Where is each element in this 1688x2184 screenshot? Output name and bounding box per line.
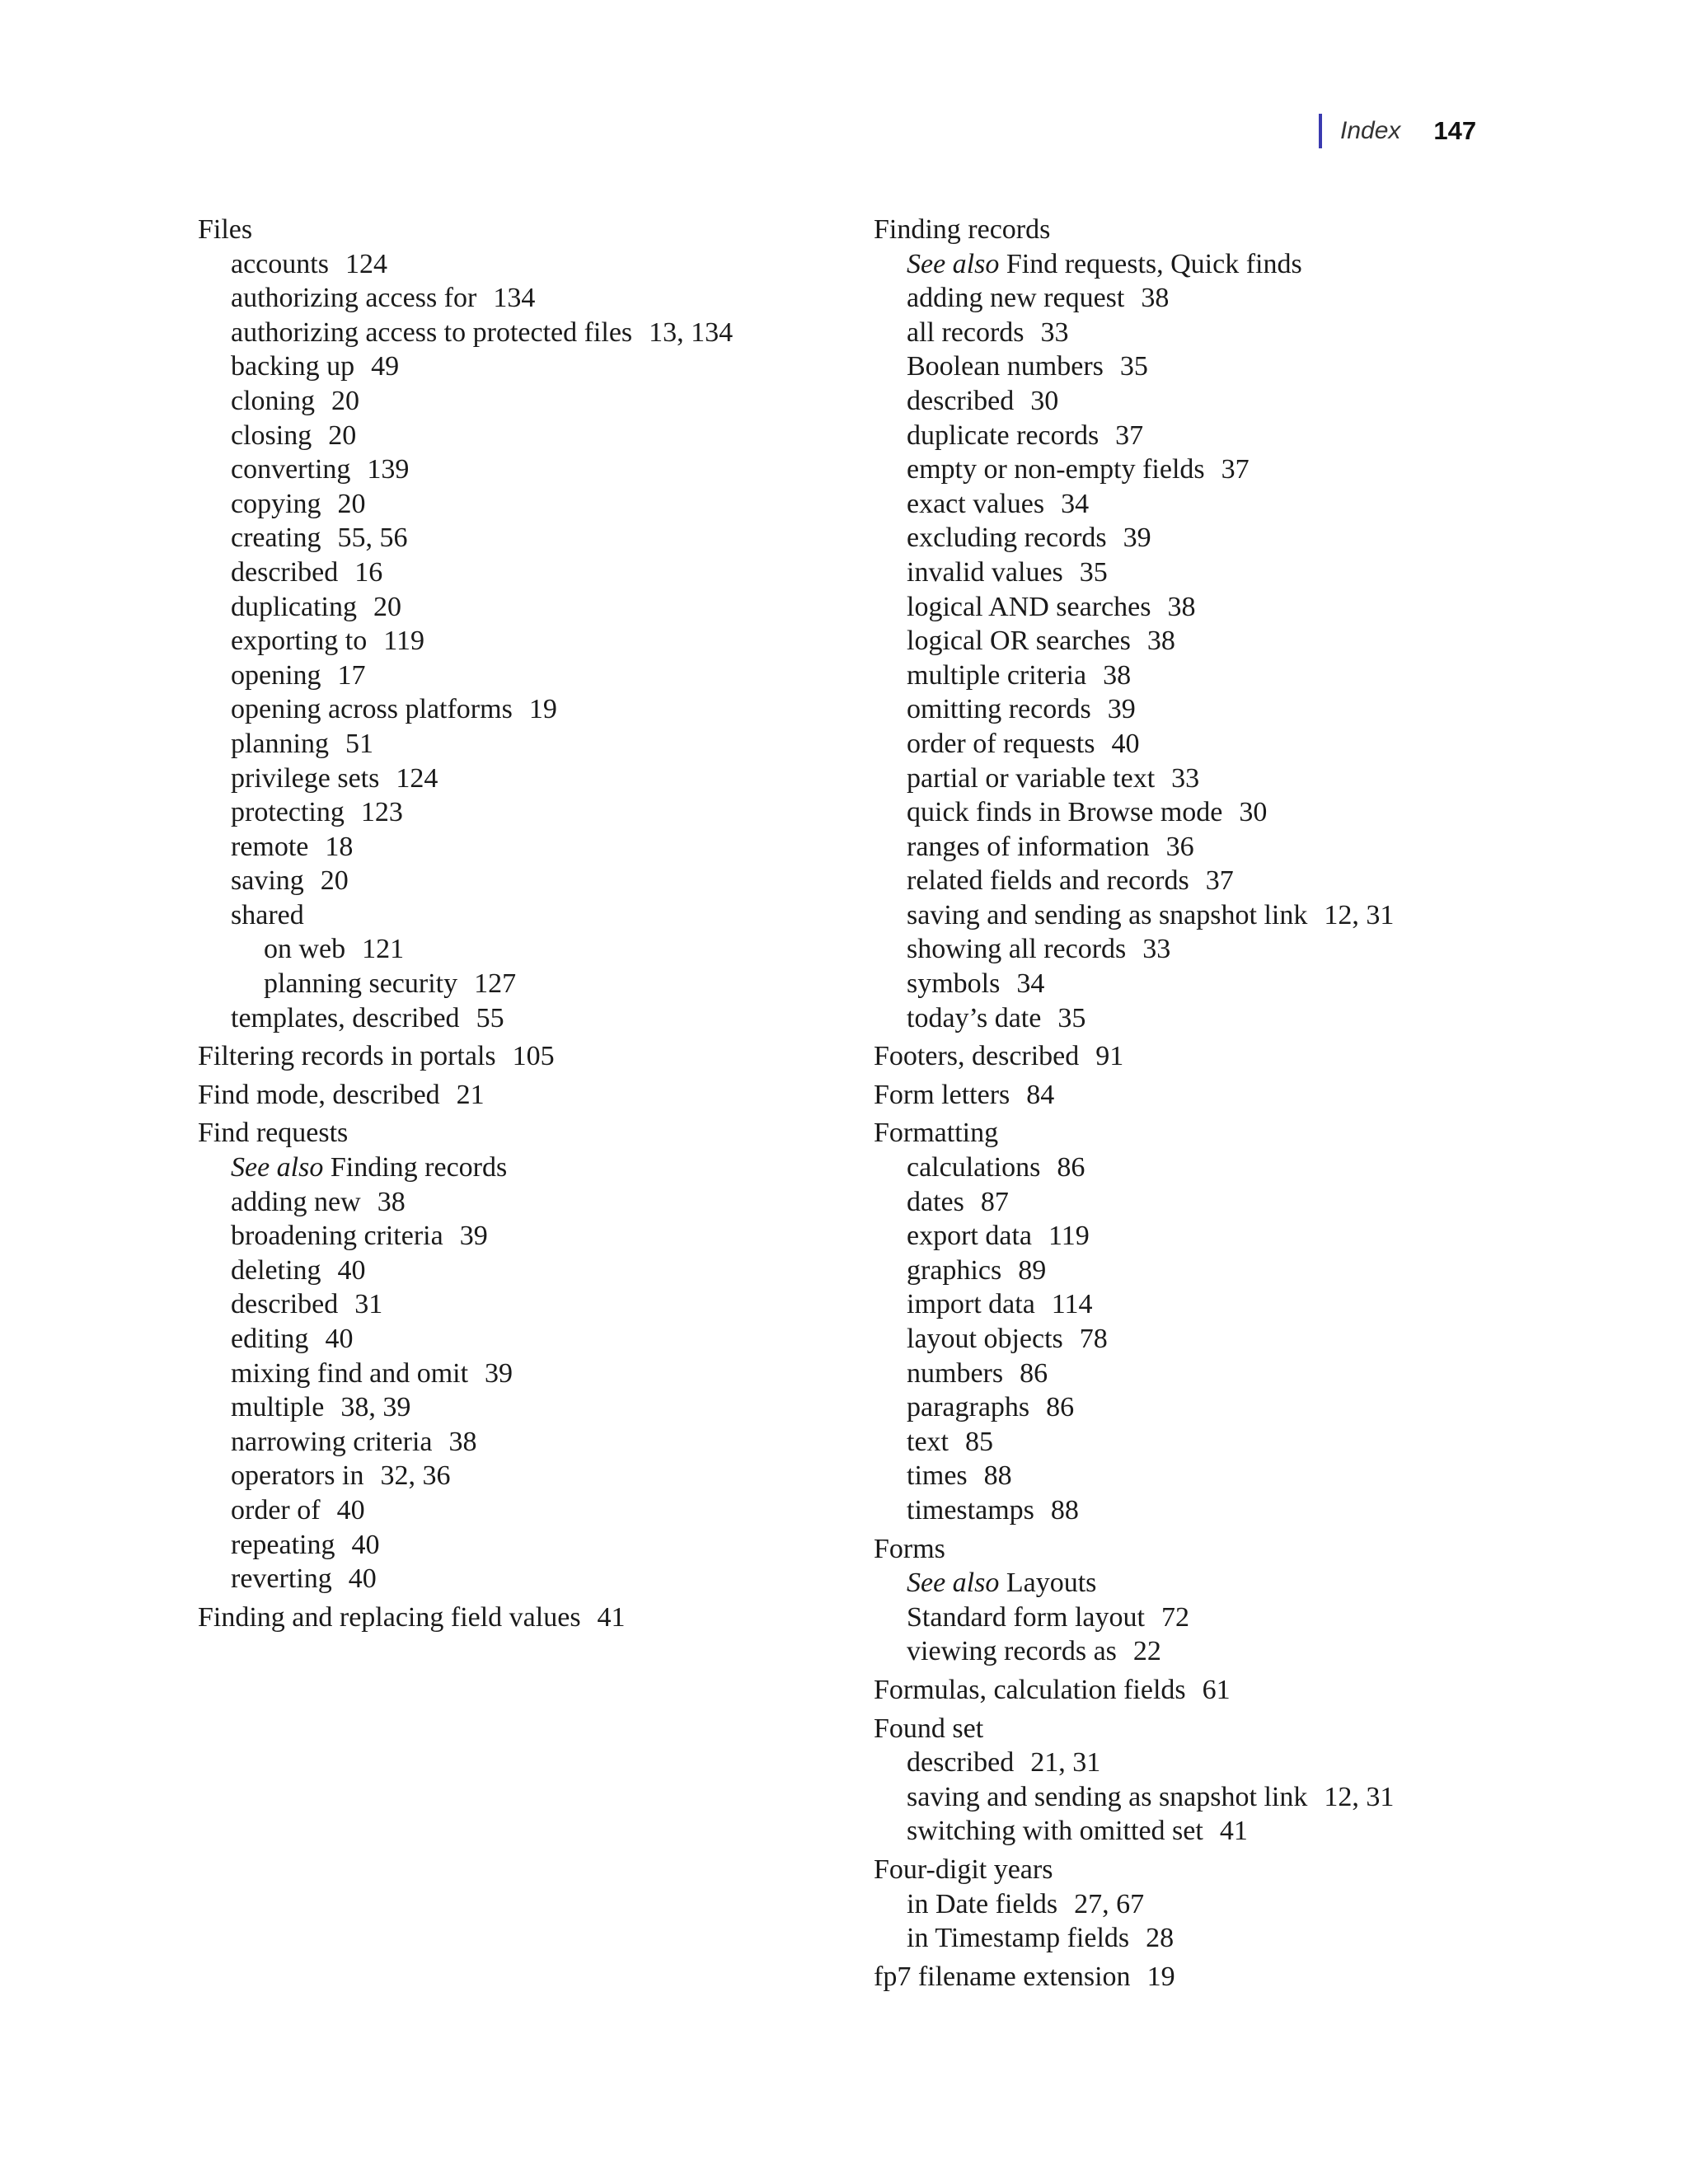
index-term: repeating (231, 1529, 335, 1560)
index-term: described (907, 385, 1015, 416)
index-term: Formatting (874, 1118, 999, 1149)
page-reference: 39 (1123, 523, 1151, 554)
page-reference: 18 (325, 831, 354, 862)
index-subentry (198, 1357, 890, 1391)
page-reference: 27, 67 (1074, 1888, 1145, 1919)
index-entry (874, 213, 1566, 1035)
index-subentry (874, 247, 1566, 282)
index-main-entry (198, 1601, 890, 1635)
page-reference: 86 (1020, 1357, 1048, 1389)
page-reference: 55, 56 (337, 523, 408, 554)
index-subentry (874, 1887, 1566, 1922)
index-main-entry (874, 1960, 1566, 1994)
index-term: editing (231, 1324, 309, 1354)
index-subentry (198, 1425, 890, 1460)
index-term: reverting (231, 1563, 332, 1595)
index-term: Footers, described (874, 1041, 1080, 1072)
index-subentry (874, 762, 1566, 796)
index-subentry (198, 795, 890, 830)
index-subentry (874, 452, 1566, 487)
index-subentry (874, 1921, 1566, 1956)
index-main-entry (874, 213, 1566, 247)
page-reference: 72 (1160, 1601, 1189, 1633)
page-reference: 40 (325, 1324, 354, 1354)
page-reference: 119 (383, 626, 425, 657)
index-term: saving and sending as snapshot link (907, 1781, 1308, 1812)
index-term: Files (198, 214, 253, 245)
index-term: partial or variable text (907, 762, 1156, 794)
index-main-entry (198, 213, 890, 247)
page-reference: 32, 36 (380, 1460, 451, 1492)
index-subentry (198, 281, 890, 316)
header-rule (1319, 114, 1322, 148)
index-term: privilege sets (231, 762, 380, 794)
page-reference: 35 (1119, 351, 1148, 382)
page-number: 147 (1433, 116, 1477, 145)
index-main-entry (198, 1116, 890, 1151)
page-reference: 38, 39 (340, 1392, 411, 1423)
index-subentry (874, 727, 1566, 762)
index-subentry (874, 521, 1566, 555)
page-reference: 13, 134 (649, 316, 734, 348)
index-term: in Timestamp fields (907, 1923, 1130, 1954)
index-subentry (874, 555, 1566, 590)
index-subentry (874, 1493, 1566, 1528)
index-subentry (874, 864, 1566, 898)
page-reference: 84 (1026, 1079, 1055, 1110)
index-subentry (198, 1219, 890, 1254)
index-subentry (198, 1562, 890, 1596)
page-reference: 19 (1146, 1961, 1175, 1992)
page-reference: 55 (476, 1002, 504, 1033)
page-reference: 41 (597, 1601, 626, 1633)
index-term: shared (231, 899, 304, 930)
index-subentry (198, 521, 890, 555)
index-term: templates, described (231, 1002, 460, 1033)
page-reference: 38 (448, 1426, 477, 1457)
index-term: symbols (907, 968, 1001, 1000)
index-term: saving and sending as snapshot link (907, 899, 1308, 930)
index-term: related fields and records (907, 865, 1189, 897)
page-reference: 22 (1132, 1636, 1161, 1667)
index-term: invalid values (907, 556, 1063, 588)
page-reference: 33 (1040, 316, 1069, 348)
index-subentry (198, 864, 890, 898)
index-subentry (874, 795, 1566, 830)
index-subentry (874, 1780, 1566, 1815)
index-term: opening across platforms (231, 694, 513, 725)
index-subentry (198, 555, 890, 590)
see-also-label: See also (231, 1152, 324, 1183)
index-subentry (874, 1287, 1566, 1322)
index-term: backing up (231, 351, 355, 382)
index-term: protecting (231, 797, 345, 828)
page-reference: 105 (512, 1041, 555, 1072)
index-subentry (874, 692, 1566, 727)
index-subentry (874, 487, 1566, 522)
page-reference: 86 (1046, 1392, 1075, 1423)
page-reference: 119 (1048, 1221, 1090, 1252)
index-subentry (198, 1254, 890, 1288)
index-main-entry (198, 1039, 890, 1074)
index-term: mixing find and omit (231, 1357, 469, 1389)
index-term: Formulas, calculation fields (874, 1674, 1186, 1705)
page-reference: 12, 31 (1324, 899, 1395, 930)
index-entry (198, 1601, 890, 1635)
page-reference: 37 (1115, 419, 1144, 451)
index-term: duplicate records (907, 419, 1100, 451)
index-entry (874, 1853, 1566, 1956)
page-reference: 40 (337, 1254, 366, 1286)
index-entry (874, 1039, 1566, 1074)
index-subentry (198, 590, 890, 625)
index-term: order of (231, 1494, 321, 1526)
page-reference: 12, 31 (1324, 1781, 1395, 1812)
index-subentry (874, 384, 1566, 419)
index-subentry (874, 898, 1566, 933)
index-subentry (874, 1814, 1566, 1849)
index-subentry (874, 1459, 1566, 1493)
index-subentry (874, 1425, 1566, 1460)
index-term: narrowing criteria (231, 1426, 433, 1457)
index-subentry (198, 1322, 890, 1357)
page-reference: 127 (474, 968, 517, 1000)
index-term: empty or non-empty fields (907, 454, 1205, 485)
index-main-entry (874, 1853, 1566, 1887)
index-term: accounts (231, 248, 329, 279)
page-reference: 21 (456, 1079, 485, 1110)
index-term: adding new request (907, 283, 1125, 314)
page-reference: 40 (351, 1529, 380, 1560)
index-term: converting (231, 454, 351, 485)
index-column-left (198, 213, 890, 1638)
index-term: Found set (874, 1713, 984, 1744)
page-reference: 34 (1061, 488, 1090, 519)
index-term: multiple (231, 1392, 325, 1423)
index-term: described (231, 1289, 339, 1320)
page-reference: 78 (1079, 1324, 1108, 1354)
page-reference: 87 (980, 1186, 1009, 1217)
index-subentry (198, 1459, 890, 1493)
index-subentry (874, 1746, 1566, 1780)
page-reference: 28 (1146, 1923, 1175, 1954)
index-term: timestamps (907, 1494, 1034, 1526)
index-subentry (874, 1151, 1566, 1185)
index-term: fp7 filename extension (874, 1961, 1131, 1992)
index-subentry (874, 316, 1566, 350)
index-subentry (198, 349, 890, 384)
index-term: adding new (231, 1186, 361, 1217)
index-term: viewing records as (907, 1636, 1117, 1667)
index-term: operators in (231, 1460, 364, 1492)
page-reference: 123 (360, 797, 403, 828)
index-column-right (874, 213, 1566, 1998)
index-term: duplicating (231, 591, 357, 622)
index-subentry (198, 1528, 890, 1563)
index-term: graphics (907, 1254, 1002, 1286)
index-term: deleting (231, 1254, 321, 1286)
page-reference: 49 (371, 351, 400, 382)
page-reference: 85 (964, 1426, 993, 1457)
index-term: omitting records (907, 694, 1091, 725)
index-term: described (231, 556, 339, 588)
index-term: all records (907, 316, 1025, 348)
index-subentry (198, 487, 890, 522)
index-term: Find mode, described (198, 1079, 440, 1110)
index-subentry (874, 419, 1566, 453)
index-subentry (874, 590, 1566, 625)
index-subentry (198, 1390, 890, 1425)
index-term: numbers (907, 1357, 1004, 1389)
page-reference: 51 (345, 728, 373, 759)
page-reference: 40 (336, 1494, 365, 1526)
index-subentry (198, 419, 890, 453)
index-term: copying (231, 488, 321, 519)
index-subentry (874, 830, 1566, 865)
index-subentry (198, 692, 890, 727)
index-subentry (874, 1390, 1566, 1425)
index-subentry (198, 624, 890, 658)
section-title: Index (1340, 117, 1401, 144)
page-reference: 16 (354, 556, 383, 588)
page-reference: 38 (377, 1186, 406, 1217)
index-subentry (198, 762, 890, 796)
index-term: authorizing access for (231, 283, 477, 314)
index-subentry (198, 384, 890, 419)
page-reference: 30 (1239, 797, 1268, 828)
index-term: Filtering records in portals (198, 1041, 496, 1072)
index-subentry (198, 898, 890, 933)
page-reference: 38 (1141, 283, 1170, 314)
page-reference: 41 (1219, 1816, 1248, 1847)
index-main-entry (198, 1078, 890, 1113)
index-main-entry (874, 1712, 1566, 1746)
page-reference: 91 (1095, 1041, 1124, 1072)
index-term: exporting to (231, 626, 368, 657)
index-entry (874, 1532, 1566, 1669)
index-term: planning (231, 728, 329, 759)
index-subentry (874, 1566, 1566, 1601)
index-term: quick finds in Browse mode (907, 797, 1223, 828)
index-subentry (198, 1493, 890, 1528)
index-term: logical AND searches (907, 591, 1151, 622)
page-reference: 39 (485, 1357, 513, 1389)
page-reference: 121 (362, 934, 405, 965)
index-term: ranges of information (907, 831, 1150, 862)
page-reference: 35 (1079, 556, 1108, 588)
index-subentry (198, 727, 890, 762)
index-subentry (198, 452, 890, 487)
index-main-entry (874, 1673, 1566, 1708)
index-term: planning security (264, 968, 458, 1000)
index-subentry (874, 1001, 1566, 1036)
index-entry (874, 1673, 1566, 1708)
index-term: today’s date (907, 1002, 1042, 1033)
index-subentry (874, 1254, 1566, 1288)
page-reference: 88 (1050, 1494, 1079, 1526)
index-term: remote (231, 831, 309, 862)
index-term: Standard form layout (907, 1601, 1145, 1633)
index-term: Layouts (1006, 1568, 1097, 1599)
page-reference: 39 (459, 1221, 488, 1252)
index-term: Find requests (198, 1118, 349, 1149)
page-reference: 31 (354, 1289, 383, 1320)
index-main-entry (874, 1532, 1566, 1567)
page-reference: 21, 31 (1030, 1747, 1101, 1779)
index-term: Finding and replacing field values (198, 1601, 581, 1633)
index-entry (198, 1078, 890, 1113)
index-term: in Date fields (907, 1888, 1058, 1919)
index-main-entry (874, 1116, 1566, 1151)
index-subentry (874, 932, 1566, 967)
index-subentry (874, 1322, 1566, 1357)
index-entry (198, 213, 890, 1035)
index-term: paragraphs (907, 1392, 1030, 1423)
page-reference: 134 (493, 283, 536, 314)
page-reference: 114 (1051, 1289, 1093, 1320)
index-subentry (198, 316, 890, 350)
page-reference: 40 (1111, 728, 1140, 759)
index-term: excluding records (907, 523, 1107, 554)
index-subentry (874, 1219, 1566, 1254)
index-subentry (198, 247, 890, 282)
index-subentry (198, 932, 890, 967)
page-reference: 124 (396, 762, 438, 794)
index-subentry (874, 624, 1566, 658)
page-reference: 88 (983, 1460, 1012, 1492)
page-reference: 37 (1221, 454, 1250, 485)
index-term: order of requests (907, 728, 1095, 759)
index-term: on web (264, 934, 346, 965)
index-term: closing (231, 419, 312, 451)
index-term: switching with omitted set (907, 1816, 1203, 1847)
index-term: Finding records (330, 1152, 508, 1183)
page-reference: 86 (1057, 1152, 1085, 1183)
index-term: exact values (907, 488, 1045, 519)
index-term: Forms (874, 1533, 945, 1564)
page-reference: 139 (367, 454, 410, 485)
index-main-entry (874, 1078, 1566, 1113)
running-header (1319, 114, 1476, 148)
index-term: showing all records (907, 934, 1127, 965)
page-reference: 40 (348, 1563, 377, 1595)
index-subentry (874, 658, 1566, 693)
index-term: Finding records (874, 214, 1051, 245)
index-subentry (874, 967, 1566, 1001)
index-entry (874, 1116, 1566, 1527)
index-term: Form letters (874, 1079, 1010, 1110)
index-term: export data (907, 1221, 1032, 1252)
page-reference: 89 (1018, 1254, 1047, 1286)
index-term: import data (907, 1289, 1035, 1320)
page-reference: 124 (345, 248, 387, 279)
index-term: dates (907, 1186, 964, 1217)
index-subentry (198, 658, 890, 693)
page-reference: 30 (1030, 385, 1059, 416)
index-subentry (198, 830, 890, 865)
index-subentry (198, 1287, 890, 1322)
index-term: Find requests, Quick finds (1006, 248, 1302, 279)
page-reference: 38 (1146, 626, 1175, 657)
index-subentry (874, 1357, 1566, 1391)
index-subentry (198, 1185, 890, 1220)
index-entry (874, 1078, 1566, 1113)
index-entry (198, 1039, 890, 1074)
page-reference: 35 (1057, 1002, 1086, 1033)
see-also-label: See also (907, 1568, 1000, 1599)
index-entry (198, 1116, 890, 1596)
index-term: Boolean numbers (907, 351, 1104, 382)
page-reference: 19 (528, 694, 557, 725)
index-subentry (874, 281, 1566, 316)
index-term: layout objects (907, 1324, 1063, 1354)
page-reference: 20 (331, 385, 359, 416)
index-subentry (198, 1151, 890, 1185)
index-subentry (198, 1001, 890, 1036)
index-term: opening (231, 659, 321, 691)
page-reference: 33 (1142, 934, 1171, 965)
index-term: broadening criteria (231, 1221, 443, 1252)
index-main-entry (874, 1039, 1566, 1074)
index-term: cloning (231, 385, 315, 416)
index-term: text (907, 1426, 949, 1457)
see-also-label: See also (907, 248, 1000, 279)
index-term: creating (231, 523, 321, 554)
page-reference: 20 (337, 488, 366, 519)
index-term: logical OR searches (907, 626, 1131, 657)
page-reference: 37 (1205, 865, 1234, 897)
index-term: Four-digit years (874, 1854, 1053, 1885)
page-reference: 34 (1016, 968, 1045, 1000)
page-reference: 33 (1171, 762, 1200, 794)
index-subentry (198, 967, 890, 1001)
index-subentry (874, 1601, 1566, 1635)
index-entry (874, 1960, 1566, 1994)
index-subentry (874, 349, 1566, 384)
page-reference: 20 (320, 865, 349, 897)
index-term: calculations (907, 1152, 1041, 1183)
page-reference: 39 (1107, 694, 1136, 725)
index-term: times (907, 1460, 968, 1492)
index-subentry (874, 1185, 1566, 1220)
page-reference: 38 (1167, 591, 1196, 622)
page-reference: 36 (1165, 831, 1194, 862)
page-reference: 61 (1202, 1674, 1231, 1705)
index-term: multiple criteria (907, 659, 1087, 691)
index-term: described (907, 1747, 1015, 1779)
page-reference: 20 (328, 419, 357, 451)
index-term: saving (231, 865, 304, 897)
page-reference: 20 (373, 591, 401, 622)
page-reference: 38 (1103, 659, 1132, 691)
page-reference: 17 (337, 659, 366, 691)
index-subentry (874, 1634, 1566, 1669)
index-entry (874, 1712, 1566, 1849)
index-term: authorizing access to protected files (231, 316, 633, 348)
